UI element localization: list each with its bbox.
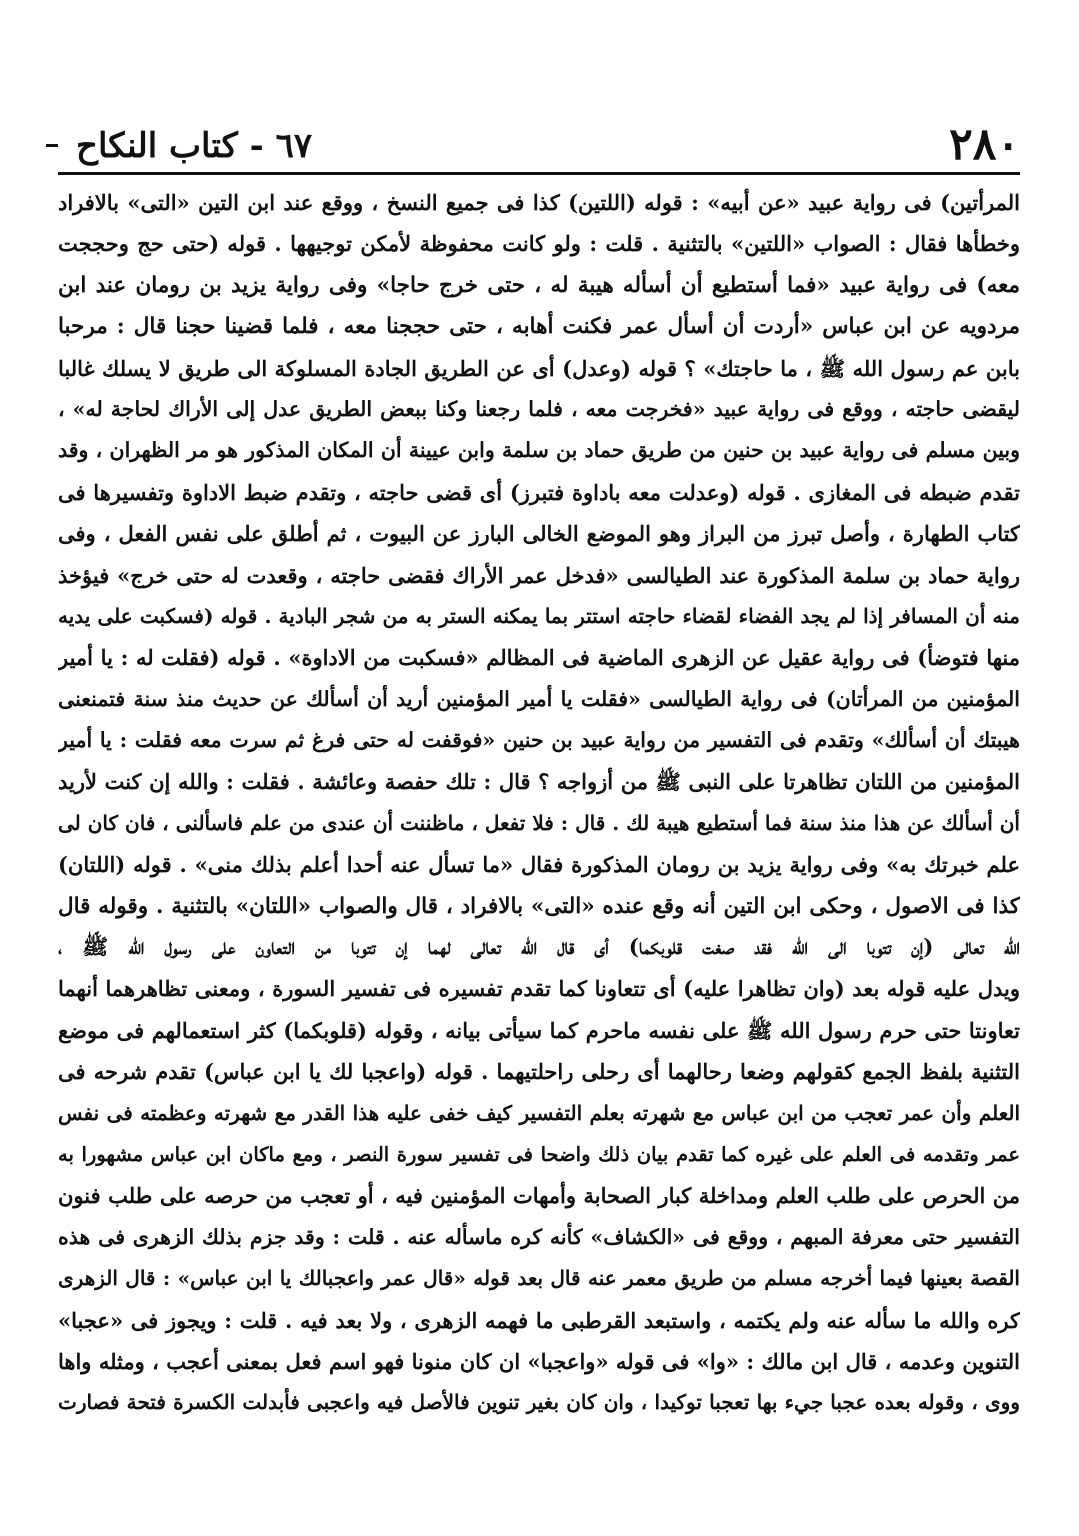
page-number: ٢٨٠ — [949, 119, 1020, 170]
text-line: التفسير حتى معرفة المبهم ، ووقع فى «الكشاف» كأنه كره ماسأله عنه . قلت : وقد جزم بذلك الزهرى فى هذه — [58, 1224, 1020, 1249]
text-line: وخطأها فقال : الصواب «اللتين» بالتثنية . قلت : ولو كانت محفوظة لأمكن توجيهها . قوله (حتى حج وحججت — [58, 231, 1020, 257]
text-line: القصة بعينها فيما أخرجه مسلم من طريق معمر عنه قال بعد قوله «قال عمر واعجبالك يا ابن عباس» : قال الزهرى — [58, 1266, 1020, 1291]
text-line: أن أسألك عن هذا منذ سنة فما أستطيع هيبة لك . قال : فلا تفعل ، ماظننت أن عندى من علم فاسألنى ، فان كان لى — [58, 810, 1020, 835]
body-text — [58, 182, 1020, 1424]
text-line: مردويه عن ابن عباس «أردت أن أسأل عمر فكنت أهابه ، حتى حججنا معه ، فلما قضينا حجنا قال : مرحبا — [58, 314, 1020, 340]
text-line: منها فتوضأ) فى رواية عقيل عن الزهرى الماضية فى المظالم «فسكبت من الاداوة» . قوله (فقلت له : يا أمير — [58, 645, 1020, 671]
text-line: العلم وأن عمر تعجب من ابن عباس مع شهرته بعلم التفسير كيف خفى عليه هذا القدر مع شهرته وعظمته فى نفس — [58, 1100, 1020, 1125]
text-line: كره والله ما سأله عنه ولم يكتمه ، واستبعد القرطبى ما فهمه الزهرى ، ولا بعد فيه . قلت : ويجوز فى «عجبا» — [58, 1307, 1020, 1333]
text-line: ووى ، وقوله بعده عجبا جيء بها تعجبا توكيدا ، وان كان بغير تنوين فالأصل فيه واعجبى فأبدلت الكسرة فتحة فصارت — [58, 1390, 1020, 1415]
text-line: الله تعالى (إن تتوبا الى الله فقد صغت قلوبكما) أى قال الله تعالى لهما إن تتوبا من التعاون على رسول الله ﷺ ، — [58, 935, 1020, 961]
text-line: رواية حماد بن سلمة المذكورة عند الطيالسى «فدخل عمر الأراك فقضى حاجته ، وقعدت له حتى خرج» فيؤخذ — [58, 562, 1020, 588]
text-line: المرأتين) فى رواية عبيد «عن أبيه» : قوله (اللتين) كذا فى جميع النسخ ، ووقع عند ابن التين «التى» بالافراد — [58, 190, 1020, 215]
text-line: علم خبرتك به» وفى رواية يزيد بن رومان المذكورة فقال «ما تسأل عنه أحدا أعلم بذلك منى» . قوله (اللتان) — [58, 852, 1020, 878]
text-line: منه أن المسافر إذا لم يجد الفضاء لقضاء حاجته استتر بما يمكنه الستر به من شجر البادية . قوله (فسكبت على يديه — [58, 603, 1020, 628]
page-header — [58, 118, 1020, 174]
text-line: معه) فى رواية عبيد «فما أستطيع أن أسأله هيبة له ، حتى خرج حاجا» وفى رواية يزيد بن رومان عند ابن — [58, 272, 1020, 298]
text-line: كتاب الطهارة ، وأصل تبرز من البراز وهو الموضع الخالى البارز عن البيوت ، ثم أطلق على نفس الفعل ، وفى — [58, 521, 1020, 547]
text-line: بابن عم رسول الله ﷺ ، ما حاجتك» ؟ قوله (وعدل) أى عن الطريق الجادة المسلوكة الى طريق لا يسلك غالبا — [58, 355, 1020, 381]
running-title: ٦٧ - كتاب النكاح — [76, 126, 313, 166]
header-rule — [58, 172, 1020, 175]
text-line: المؤمنين من المرأتان) فى رواية الطيالسى «فقلت يا أمير المؤمنين أريد أن أسألك عن حديث منذ سنة فتمنعنى — [58, 686, 1020, 711]
text-line: هيبتك أن أسألك» وتقدم فى التفسير من رواية عبيد بن حنين «فوقفت له حتى فرغ ثم سرت معه فقلت : يا أمير — [58, 728, 1020, 753]
text-line: تقدم ضبطه فى المغازى . قوله (وعدلت معه باداوة فتبرز) أى قضى حاجته ، وتقدم ضبط الاداوة وتفسيرها فى — [58, 479, 1020, 505]
text-line: ويدل عليه قوله بعد (وان تظاهرا عليه) أى تتعاونا كما تقدم تفسيره فى تفسير السورة ، ومعنى تظاهرهما أنهما — [58, 976, 1020, 1002]
header-dash — [46, 144, 58, 147]
text-line: وبين مسلم فى رواية عبيد بن حنين من طريق حماد بن سلمة وابن عيينة أن المكان المذكور هو مر الظهران ، وقد — [58, 438, 1020, 463]
text-line: من الحرص على طلب العلم ومداخلة كبار الصحابة وأمهات المؤمنين فيه ، أو تعجب من حرصه على طلب فنون — [58, 1183, 1020, 1209]
text-line: التنوين وعدمه ، قال ابن مالك : «وا» فى قوله «واعجبا» ان كان منونا فهو اسم فعل بمعنى أعجب ، ومثله واها — [58, 1348, 1020, 1374]
text-line: المؤمنين من اللتان تظاهرتا على النبى ﷺ من أزواجه ؟ قال : تلك حفصة وعائشة . فقلت : والله إن كنت لأريد — [58, 769, 1020, 795]
text-line: كذا فى الاصول ، وحكى ابن التين أنه وقع عنده «التى» بالافراد ، قال والصواب «اللتان» بالتثنية . وقوله قال — [58, 893, 1020, 919]
text-line: التثنية بلفظ الجمع كقولهم وضعا رحالهما أى رحلى راحلتيهما . قوله (واعجبا لك يا ابن عباس) تقدم شرحه فى — [58, 1059, 1020, 1085]
text-line: عمر وتقدمه فى العلم على غيره كما تقدم بيان ذلك واضحا فى تفسير سورة النصر ، ومع ماكان ابن عباس مشهورا به — [58, 1142, 1020, 1166]
text-line: ليقضى حاجته ، ووقع فى رواية عبيد «فخرجت معه ، فلما رجعنا وكنا ببعض الطريق عدل إلى الأراك لحاجة له» ، — [58, 396, 1020, 421]
text-line: تعاونتا حتى حرم رسول الله ﷺ على نفسه ماحرم كما سيأتى بيانه ، وقوله (قلوبكما) كثر استعمالهم فى موضع — [58, 1017, 1020, 1043]
